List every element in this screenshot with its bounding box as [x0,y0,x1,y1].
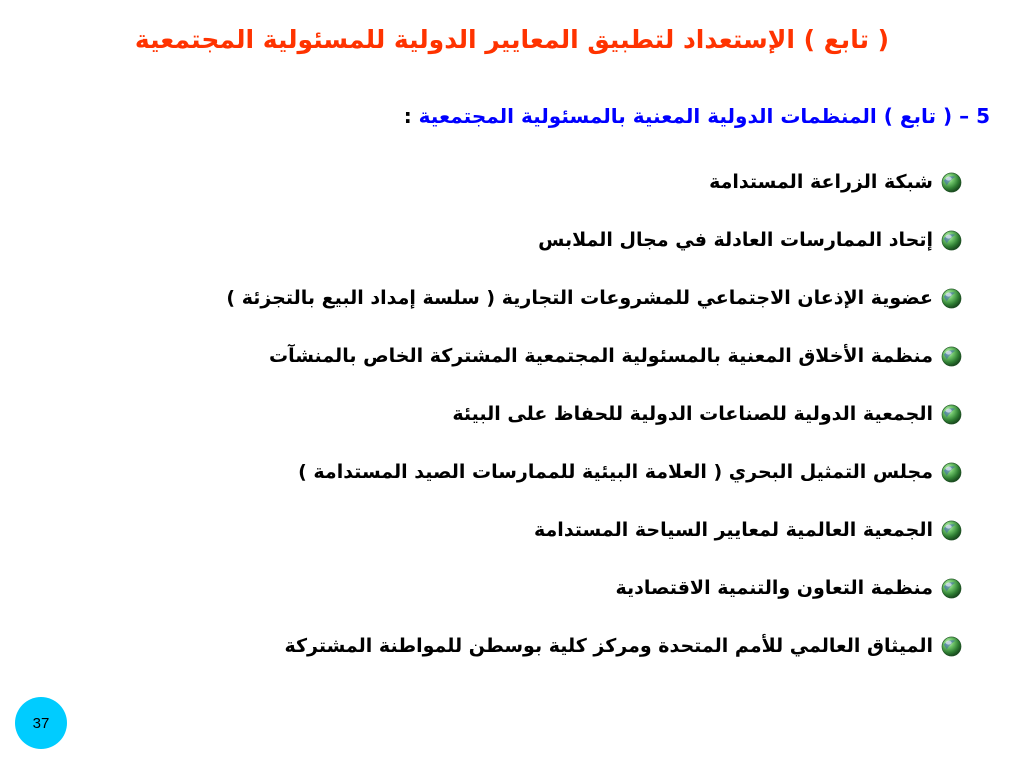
list-item-text: الميثاق العالمي للأمم المتحدة ومركز كلية بوسطن للمواطنة المشتركة [284,635,933,657]
list-item-text: إتحاد الممارسات العادلة في مجال الملابس [538,229,933,251]
list-item [226,617,962,675]
list-item-text: الجمعية الدولية للصناعات الدولية للحفاظ على البيئة [452,403,933,425]
section-number: 5 – [959,104,990,128]
list-item [226,269,962,327]
section-heading-colon: : [403,104,412,128]
green-sphere-bullet-icon [941,288,962,309]
section-heading [404,96,990,136]
green-sphere-bullet-icon [941,172,962,193]
list-item [226,153,962,211]
list-item-text: عضوية الإذعان الاجتماعي للمشروعات التجارية ( سلسة إمداد البيع بالتجزئة ) [226,287,933,309]
list-item [226,211,962,269]
list-item [226,443,962,501]
list-item [226,327,962,385]
list-item [226,559,962,617]
section-heading-text: ( تابع ) المنظمات الدولية المعنية بالمسئولية المجتمعية [418,104,953,128]
list-item-text: منظمة الأخلاق المعنية بالمسئولية المجتمعية المشتركة الخاص بالمنشآت [269,345,933,367]
list-item-text: منظمة التعاون والتنمية الاقتصادية [615,577,933,599]
green-sphere-bullet-icon [941,404,962,425]
green-sphere-bullet-icon [941,462,962,483]
green-sphere-bullet-icon [941,230,962,251]
list-item-text: مجلس التمثيل البحري ( العلامة البيئية للممارسات الصيد المستدامة ) [298,461,933,483]
list-item [226,385,962,443]
green-sphere-bullet-icon [941,578,962,599]
list-item [226,501,962,559]
list-item-text: شبكة الزراعة المستدامة [709,171,933,193]
list-item-text: الجمعية العالمية لمعايير السياحة المستدامة [534,519,933,541]
slide-title: ( تابع ) الإستعداد لتطبيق المعايير الدولية للمسئولية المجتمعية [134,25,890,54]
organization-list [226,153,962,675]
page-number-badge: 37 [15,697,67,749]
green-sphere-bullet-icon [941,636,962,657]
green-sphere-bullet-icon [941,520,962,541]
green-sphere-bullet-icon [941,346,962,367]
